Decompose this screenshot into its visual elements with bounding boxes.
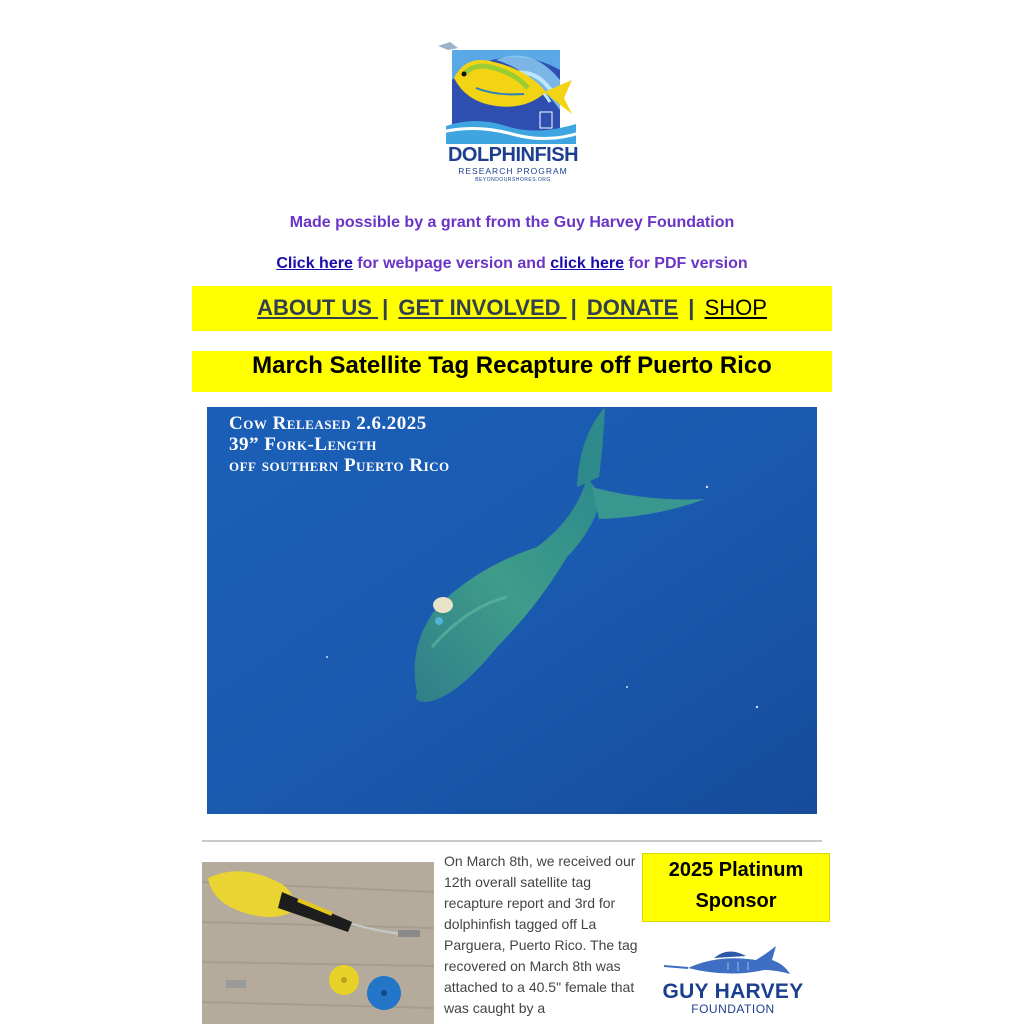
satellite-tag-photo <box>202 862 434 1024</box>
nav-separator: | <box>688 295 695 320</box>
nav-get-involved-link[interactable]: GET INVOLVED <box>398 295 567 320</box>
grant-text: Made possible by a grant from the Guy Harvey Foundation <box>289 214 735 231</box>
nav-about-link[interactable]: ABOUT US <box>257 295 379 320</box>
article-headline: March Satellite Tag Recapture off Puerto Rico <box>252 352 772 379</box>
nav-separator: | <box>382 295 389 320</box>
sponsor-foundation: FOUNDATION <box>691 1002 775 1016</box>
satellite-tag-image <box>202 862 434 1024</box>
section-divider <box>202 840 822 842</box>
headline-bar <box>192 351 832 392</box>
nav-shop-link[interactable]: SHOP <box>704 295 767 320</box>
marlin-icon <box>658 944 808 980</box>
logo-title: DOLPHINFISH <box>447 144 579 166</box>
caption-line-3: off southern Puerto Rico <box>229 455 450 476</box>
dolphinfish-logo <box>436 40 590 186</box>
nav-bar <box>192 286 832 331</box>
caption-line-2: 39” Fork-Length <box>229 434 377 455</box>
version-links <box>0 255 1024 273</box>
sponsor-heading: 2025 Platinum Sponsor <box>668 859 804 912</box>
article-body: On March 8th, we received our 12th overall satellite tag recapture report and 3rd for dolphinfish tagged off La Parguera, Puerto Rico. The tag recovered on March 8th was attached to a 40.5" female that was caught by a <box>444 853 638 1016</box>
caption-line-1: Cow Released 2.6.2025 <box>229 413 427 434</box>
nav-donate-link[interactable]: DONATE <box>586 295 679 320</box>
webpage-version-text: for webpage version and <box>352 255 551 272</box>
guy-harvey-logo[interactable] <box>658 944 808 1016</box>
logo-url: BEYONDOURSHORES.ORG <box>475 177 551 183</box>
sponsor-name: GUY HARVEY <box>662 980 804 1003</box>
hero-photo <box>207 407 817 814</box>
nav-separator: | <box>570 295 577 320</box>
pdf-version-text: for PDF version <box>624 255 748 272</box>
webpage-version-link[interactable]: Click here <box>276 255 353 272</box>
sponsor-heading-box <box>642 853 830 922</box>
pdf-version-link[interactable]: click here <box>550 255 625 272</box>
logo-subtitle: RESEARCH PROGRAM <box>458 166 568 176</box>
logo-artwork <box>436 40 590 144</box>
hero-caption <box>229 413 450 476</box>
